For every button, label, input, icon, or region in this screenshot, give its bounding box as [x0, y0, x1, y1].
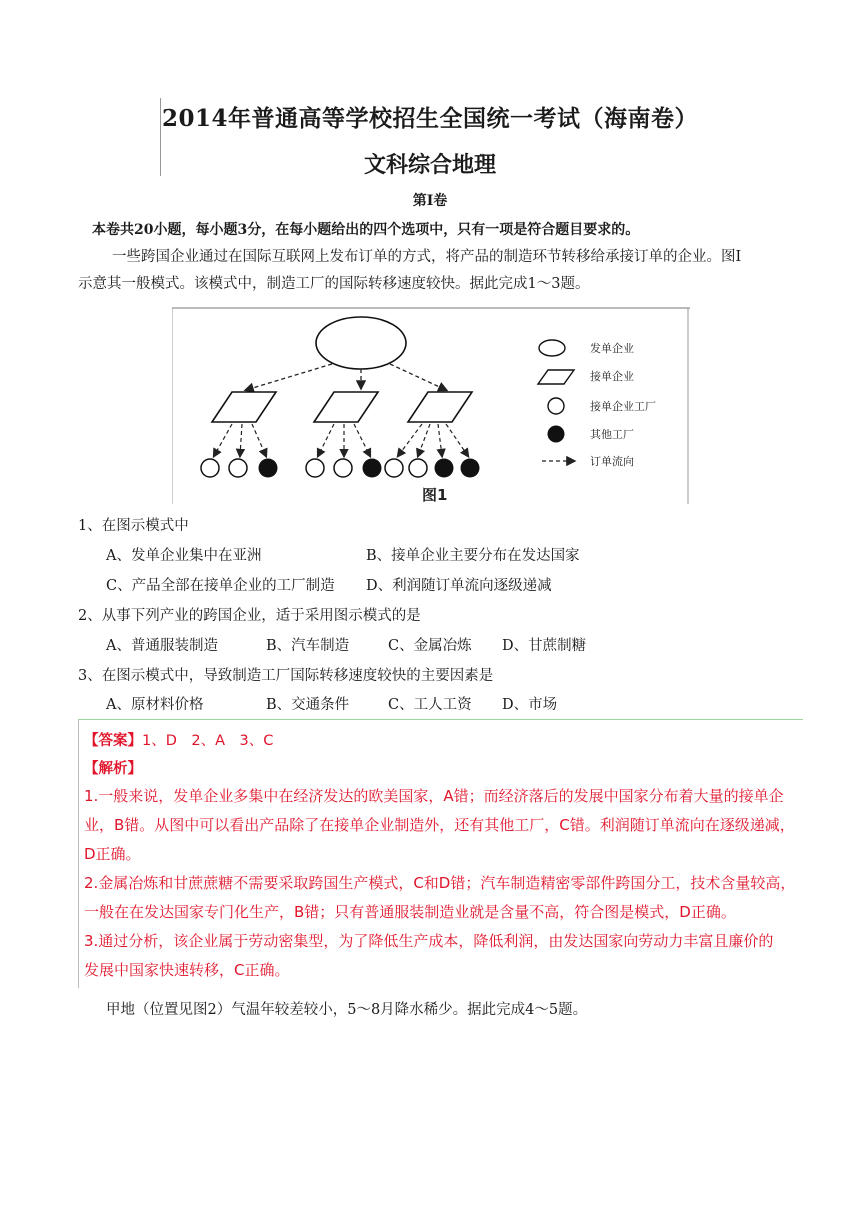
q2-option-a: A、普通服装制造	[106, 638, 218, 654]
figure-1-diagram	[172, 306, 690, 506]
figure-caption: 图1	[422, 486, 448, 504]
legend-symbol-ellipse	[539, 340, 565, 356]
q2-option-b: B、汽车制造	[266, 638, 350, 654]
q1-option-d: D、利润随订单流向逐级递减	[366, 578, 552, 594]
other-factory-shape	[259, 459, 278, 478]
instruction-text: 本卷共20小题，每小题3分，在每小题给出的四个选项中，只有一项是符合题目要求的。	[92, 222, 640, 238]
legend-symbol-open-circle	[548, 398, 564, 414]
question-1-stem: 1、在图示模式中	[78, 518, 189, 534]
other-factory-shape	[461, 459, 480, 478]
legend-label-contractor-factory: 接单企业工厂	[590, 400, 656, 413]
legend-symbol-parallelogram	[538, 370, 574, 384]
q1-option-a: A、发单企业集中在亚洲	[106, 548, 262, 564]
figure-1	[172, 306, 690, 506]
exam-subtitle: 文科综合地理	[363, 152, 496, 178]
contractor-factory-shape	[409, 459, 427, 477]
q2-option-c: C、金属冶炼	[388, 638, 472, 654]
contractor-factory-shape	[306, 459, 324, 477]
contractor-shape-2	[314, 392, 378, 422]
other-factory-shape	[435, 459, 454, 478]
analysis-line-2: 业，B错。从图中可以看出产品除了在接单企业制造外，还有其他工厂，C错。利润随订单流向在逐级递减，	[84, 816, 795, 834]
q3-option-d: D、市场	[502, 697, 558, 713]
legend-label-other-factory: 其他工厂	[590, 428, 634, 441]
contractor-factory-shape	[385, 459, 403, 477]
exam-title: 2014年普通高等学校招生全国统一考试（海南卷）	[161, 105, 698, 132]
intro-line-1: 一些跨国企业通过在国际互联网上发布订单的方式，将产品的制造环节转移给承接订单的企业。图Ⅰ	[112, 249, 742, 265]
analysis-line-3: D正确。	[84, 845, 141, 863]
intro-line-2: 示意其一般模式。该模式中，制造工厂的国际转移速度较快。据此完成1～3题。	[78, 276, 590, 292]
contractor-factory-shape	[201, 459, 219, 477]
legend-symbol-filled-circle	[548, 426, 565, 443]
answer-value: 1、D 2、A 3、C	[142, 733, 274, 749]
question-3-stem: 3、在图示模式中，导致制造工厂国际转移速度较快的主要因素是	[78, 668, 494, 684]
next-section-intro: 甲地（位置见图2）气温年较差较小，5～8月降水稀少。据此完成4～5题。	[106, 1002, 588, 1018]
other-factory-shape	[363, 459, 382, 478]
legend-label-issuer: 发单企业	[590, 342, 634, 355]
question-2-stem: 2、从事下列产业的跨国企业，适于采用图示模式的是	[78, 608, 421, 624]
legend-label-contractor: 接单企业	[590, 370, 634, 383]
analysis-line-7: 发展中国家快速转移，C正确。	[84, 961, 290, 979]
analysis-line-5: 一般在在发达国家专门化生产，B错；只有普通服装制造业就是含量不高，符合图是模式，D正确。	[84, 903, 736, 921]
analysis-line-1: 1.一般来说，发单企业多集中在经济发达的欧美国家，A错；而经济落后的发展中国家分布着大量的接单企	[84, 787, 784, 805]
q1-option-b: B、接单企业主要分布在发达国家	[366, 548, 580, 564]
q3-option-a: A、原材料价格	[106, 697, 204, 713]
q1-option-c: C、产品全部在接单企业的工厂制造	[106, 578, 335, 594]
contractor-shape-1	[212, 392, 276, 422]
q2-option-d: D、甘蔗制糖	[502, 638, 587, 654]
q3-option-c: C、工人工资	[388, 697, 472, 713]
analysis-line-6: 3.通过分析，该企业属于劳动密集型，为了降低生产成本，降低利润，由发达国家向劳动力丰富且廉价的	[84, 932, 774, 950]
contractor-factory-shape	[229, 459, 247, 477]
section-heading: 第Ⅰ卷	[412, 193, 448, 209]
answer-line	[84, 729, 273, 750]
legend-label-order-flow: 订单流向	[590, 455, 634, 468]
q3-option-b: B、交通条件	[266, 697, 350, 713]
analysis-line-4: 2.金属冶炼和甘蔗蔗糖不需要采取跨国生产模式，C和D错；汽车制造精密零部件跨国分工，技术含量较高，	[84, 874, 796, 892]
contractor-shape-3	[408, 392, 472, 422]
issuing-enterprise-shape	[316, 317, 406, 369]
answer-label: 【答案】	[84, 733, 142, 749]
analysis-label: 【解析】	[84, 761, 142, 777]
contractor-factory-shape	[334, 459, 352, 477]
